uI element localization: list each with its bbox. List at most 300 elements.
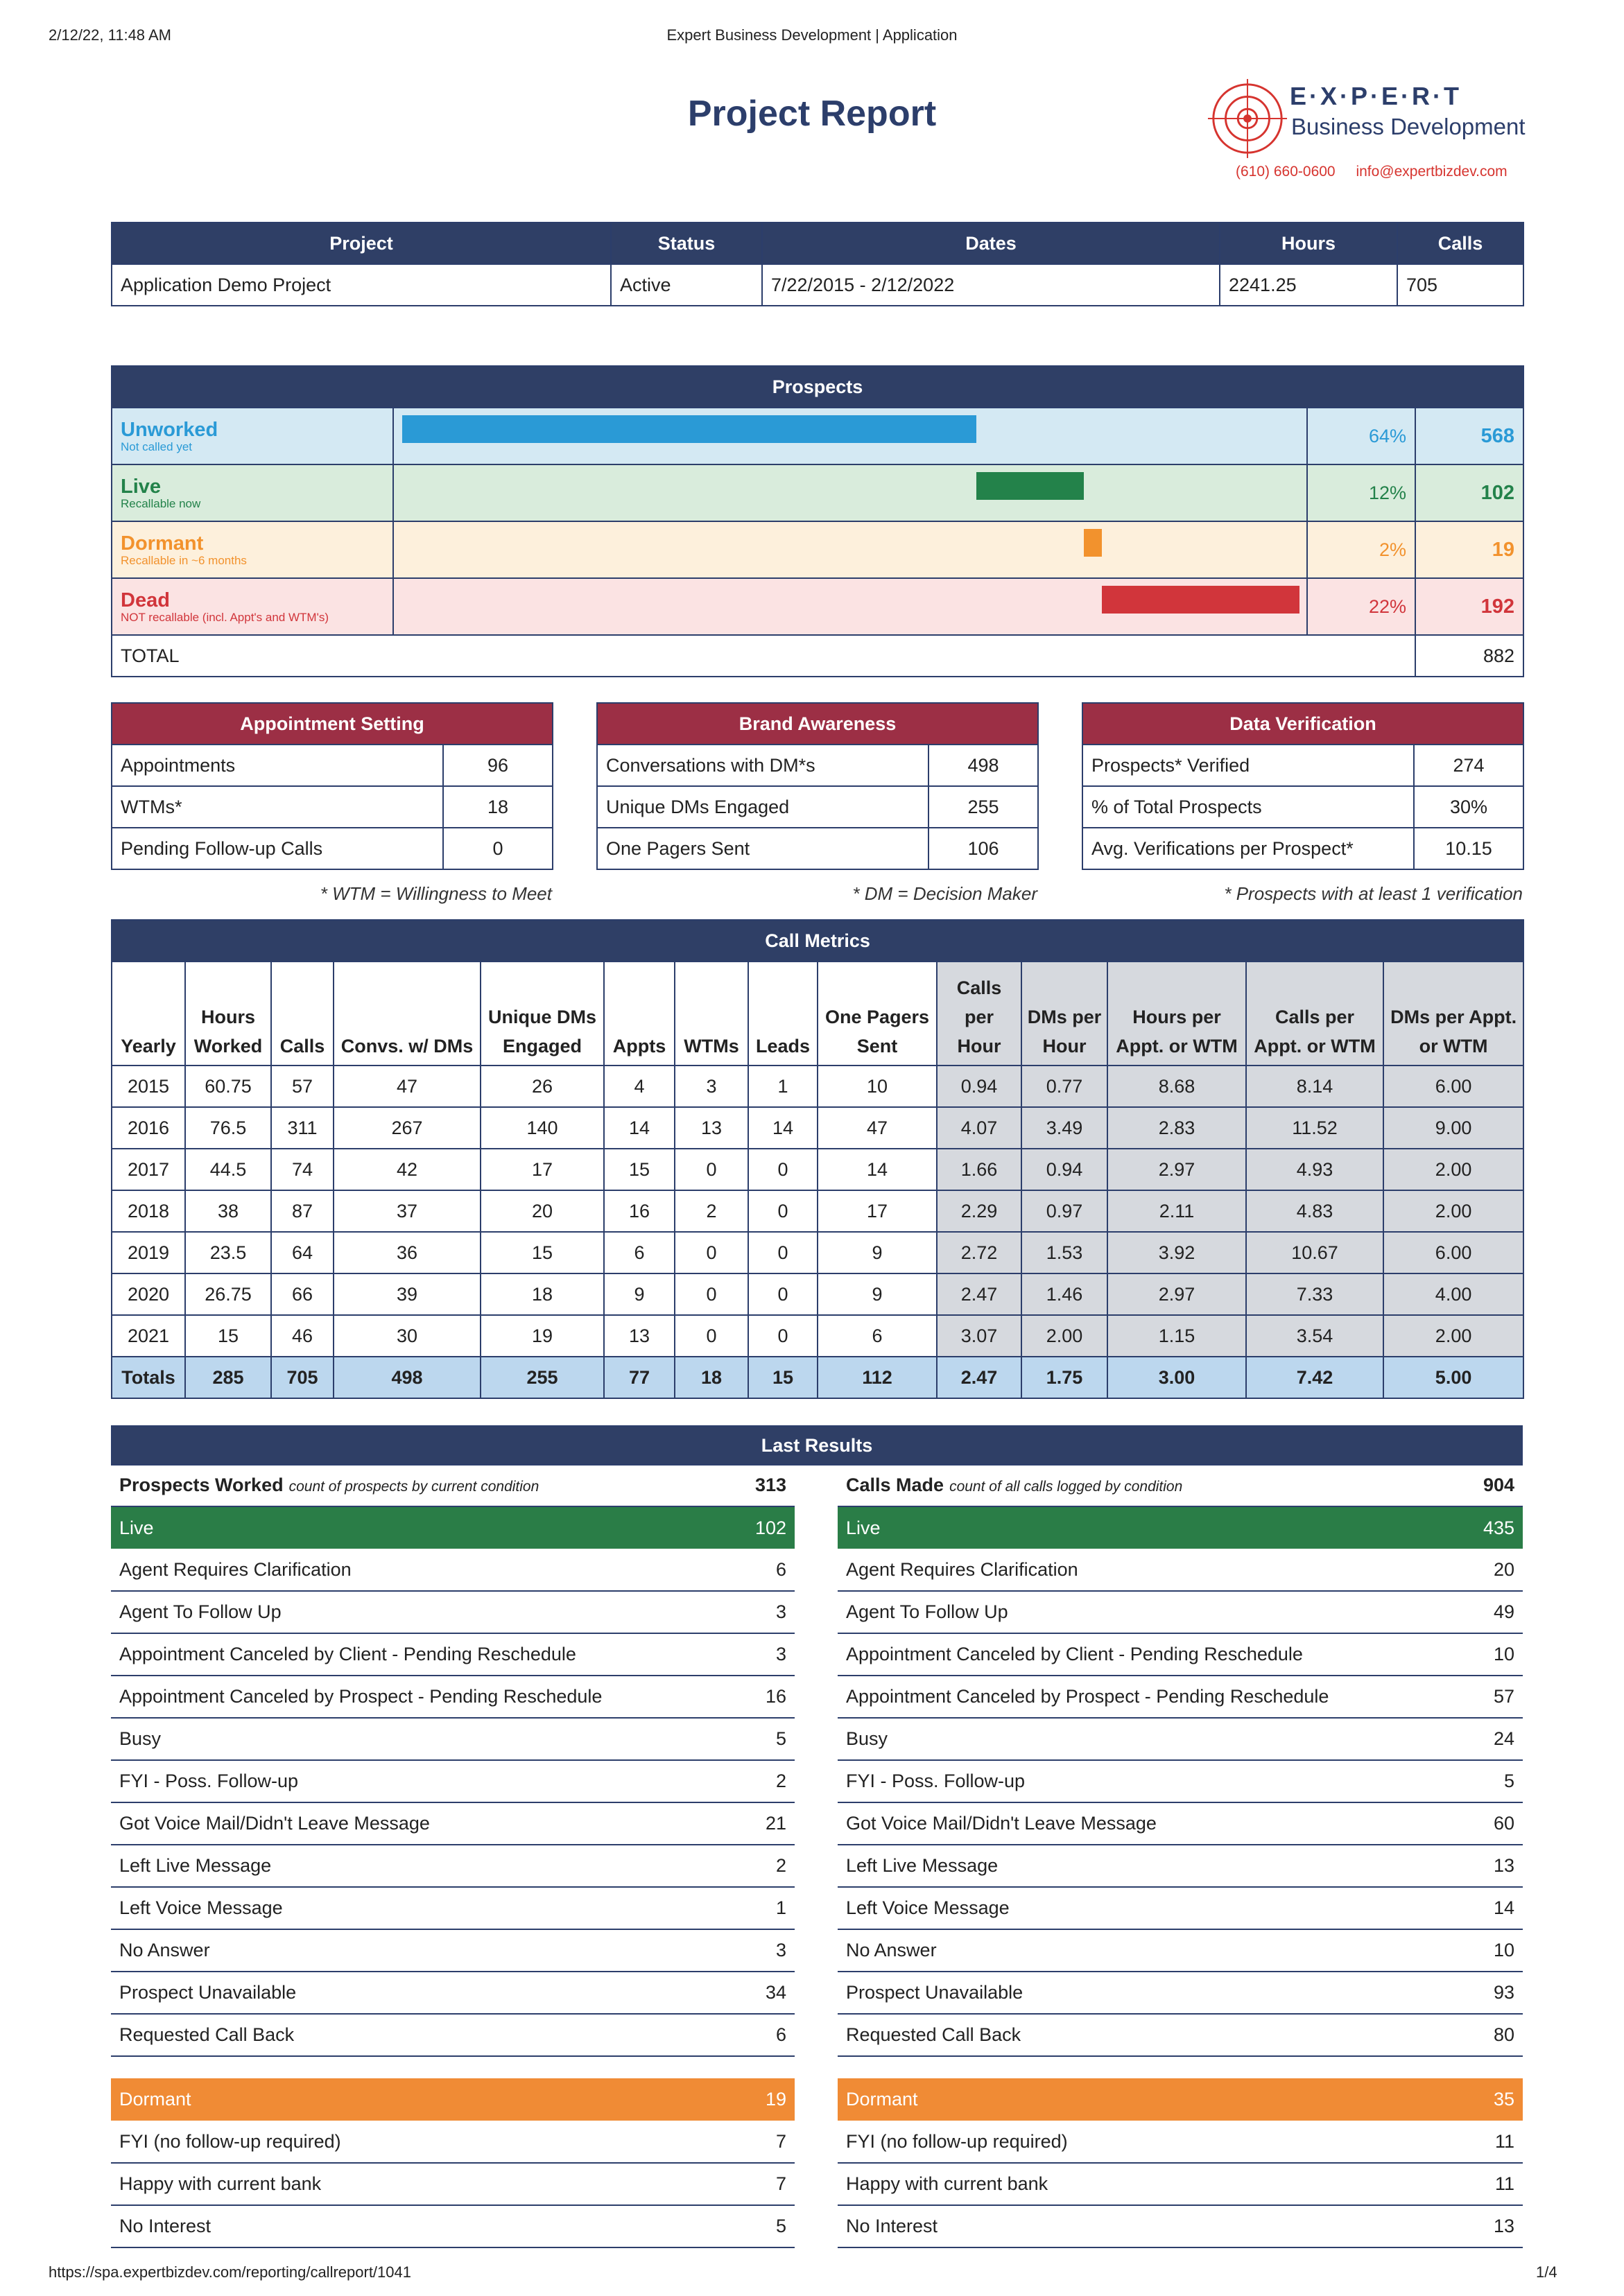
metric-cell: 2.29	[937, 1190, 1021, 1232]
lr-item-label: No Interest	[838, 2205, 1434, 2247]
lr-item-count: 13	[1434, 2205, 1523, 2247]
appointment-setting-title: Appointment Setting	[112, 703, 553, 745]
avg-verifications-label: Avg. Verifications per Prospect*	[1082, 828, 1414, 869]
prospect-sublabel: NOT recallable (incl. Appt's and WTM's)	[121, 611, 329, 624]
metric-cell: 26	[481, 1066, 604, 1107]
metric-cell: 2.97	[1107, 1273, 1246, 1315]
lr-item-row	[838, 2014, 1523, 2056]
metric-cell: 20	[481, 1190, 604, 1232]
metric-cell: 4.93	[1246, 1149, 1383, 1190]
metric-cell: 36	[334, 1232, 481, 1273]
metric-cell: 66	[271, 1273, 334, 1315]
lr-item-label: Got Voice Mail/Didn't Leave Message	[111, 1802, 707, 1845]
lr-item-count: 14	[1434, 1887, 1523, 1929]
lr-item-count: 7	[707, 2121, 795, 2163]
lr-item-count: 11	[1434, 2163, 1523, 2205]
lr-item-count: 3	[707, 1591, 795, 1633]
lr-head-total: 313	[707, 1464, 795, 1506]
lr-category-count: 35	[1434, 2078, 1523, 2121]
prospect-row-live	[112, 464, 1523, 521]
lr-item-row	[838, 1929, 1523, 1972]
metric-total-cell: 285	[185, 1357, 271, 1398]
lr-item-label: Appointment Canceled by Prospect - Pending Reschedule	[111, 1676, 707, 1718]
prospect-label: Dormant	[121, 532, 204, 555]
lr-item-row	[111, 1845, 795, 1887]
metric-cell: 2.83	[1107, 1107, 1246, 1149]
metric-cell: 37	[334, 1190, 481, 1232]
metric-cell: 6	[818, 1315, 937, 1357]
lr-item-label: Appointment Canceled by Prospect - Pending Reschedule	[838, 1676, 1434, 1718]
lr-item-count: 5	[1434, 1760, 1523, 1802]
metric-cell: 15	[185, 1315, 271, 1357]
col-calls: Calls	[1397, 223, 1523, 264]
metric-cell: 4.07	[937, 1107, 1021, 1149]
prospect-percent: 2%	[1307, 521, 1415, 578]
metric-cell: 3.92	[1107, 1232, 1246, 1273]
prospect-bar	[1102, 586, 1299, 614]
metric-cell: 16	[604, 1190, 675, 1232]
lr-item-row	[111, 1633, 795, 1676]
metric-cell: 2.00	[1021, 1315, 1107, 1357]
metric-cell: 9	[604, 1273, 675, 1315]
metric-cell: 2.72	[937, 1232, 1021, 1273]
verified-value: 274	[1414, 745, 1523, 786]
lr-item-label: Got Voice Mail/Didn't Leave Message	[838, 1802, 1434, 1845]
metric-cell: 2.47	[937, 1273, 1021, 1315]
prospect-label: Dead	[121, 589, 170, 611]
metric-col-header: Hours Worked	[185, 962, 271, 1066]
lr-item-row	[111, 1718, 795, 1760]
lr-item-count: 6	[707, 1549, 795, 1591]
lr-item-row	[838, 2121, 1523, 2163]
lr-item-row	[111, 1929, 795, 1972]
lr-item-count: 7	[707, 2163, 795, 2205]
metric-total-cell: 18	[675, 1357, 748, 1398]
metric-cell: 0	[748, 1315, 818, 1357]
project-table	[111, 222, 1524, 306]
unique-dms-label: Unique DMs Engaged	[597, 786, 928, 828]
metric-row	[112, 1149, 1523, 1190]
metric-cell: 3.54	[1246, 1315, 1383, 1357]
metric-cell: 2020	[112, 1273, 185, 1315]
metric-cell: 30	[334, 1315, 481, 1357]
lr-item-row	[111, 2205, 795, 2247]
lr-item-label: No Answer	[838, 1929, 1434, 1972]
lr-head-cell	[111, 1464, 707, 1506]
project-calls: 705	[1397, 264, 1523, 306]
lr-item-label: Appointment Canceled by Client - Pending Reschedule	[111, 1633, 707, 1676]
lr-item-row	[838, 2205, 1523, 2247]
prospect-row-unworked	[112, 408, 1523, 464]
conversations-value: 498	[928, 745, 1038, 786]
lr-item-row	[111, 1549, 795, 1591]
prospect-bar	[1084, 529, 1102, 557]
lr-item-label: Left Live Message	[838, 1845, 1434, 1887]
metric-cell: 1.15	[1107, 1315, 1246, 1357]
metric-cell: 2015	[112, 1066, 185, 1107]
lr-item-label: Left Voice Message	[838, 1887, 1434, 1929]
lr-head-cell	[838, 1464, 1434, 1506]
metric-cell: 6	[604, 1232, 675, 1273]
lr-head-desc: count of all calls logged by condition	[949, 1478, 1183, 1495]
prospect-bar-cell	[393, 408, 1307, 464]
lr-spacer	[838, 2056, 1523, 2078]
prospects-table	[111, 365, 1524, 677]
prospect-label: Unworked	[121, 419, 218, 441]
metric-cell: 2016	[112, 1107, 185, 1149]
page-number: 1/4	[1536, 2263, 1557, 2281]
metric-cell: 14	[748, 1107, 818, 1149]
metric-cell: 17	[818, 1190, 937, 1232]
metric-total-cell: Totals	[112, 1357, 185, 1398]
lr-item-row	[838, 1549, 1523, 1591]
metric-cell: 0.77	[1021, 1066, 1107, 1107]
metric-total-cell: 1.75	[1021, 1357, 1107, 1398]
lr-category-count: 102	[707, 1506, 795, 1549]
prospect-bar-cell	[393, 521, 1307, 578]
metric-cell: 2.11	[1107, 1190, 1246, 1232]
lr-head-row	[111, 1464, 795, 1506]
pending-followup-value: 0	[443, 828, 553, 869]
lr-item-label: Requested Call Back	[838, 2014, 1434, 2056]
metric-cell: 0.94	[937, 1066, 1021, 1107]
col-status: Status	[611, 223, 762, 264]
metric-cell: 26.75	[185, 1273, 271, 1315]
avg-verifications-value: 10.15	[1414, 828, 1523, 869]
metric-cell: 14	[604, 1107, 675, 1149]
metric-row	[112, 1315, 1523, 1357]
lr-item-label: Requested Call Back	[111, 2014, 707, 2056]
last-results-title: Last Results	[112, 1426, 1522, 1465]
lr-item-label: No Interest	[111, 2205, 707, 2247]
metric-cell: 4.83	[1246, 1190, 1383, 1232]
metric-cell: 47	[334, 1066, 481, 1107]
lr-head-row	[838, 1464, 1523, 1506]
lr-item-row	[111, 1591, 795, 1633]
lr-item-label: Left Live Message	[111, 1845, 707, 1887]
metric-cell: 1.53	[1021, 1232, 1107, 1273]
lr-category-live	[838, 1506, 1523, 1549]
report-title: Project Report	[687, 94, 937, 134]
lr-item-label: Prospect Unavailable	[111, 1972, 707, 2014]
metric-col-header: DMs per Appt. or WTM	[1383, 962, 1523, 1066]
metric-cell: 0	[675, 1315, 748, 1357]
prospects-total-row	[112, 635, 1523, 677]
wtms-label: WTMs*	[112, 786, 443, 828]
lr-category-live	[111, 1506, 795, 1549]
metric-total-cell: 2.47	[937, 1357, 1021, 1398]
lr-item-count: 57	[1434, 1676, 1523, 1718]
company-logo	[1207, 78, 1532, 161]
metric-cell: 64	[271, 1232, 334, 1273]
lr-item-label: Prospect Unavailable	[838, 1972, 1434, 2014]
prospect-percent: 22%	[1307, 578, 1415, 635]
metric-cell: 2	[675, 1190, 748, 1232]
prospect-label-cell	[112, 408, 393, 464]
metric-col-header: Hours per Appt. or WTM	[1107, 962, 1246, 1066]
metric-cell: 44.5	[185, 1149, 271, 1190]
metric-cell: 10.67	[1246, 1232, 1383, 1273]
lr-item-label: FYI - Poss. Follow-up	[838, 1760, 1434, 1802]
phone: (610) 660-0600	[1236, 164, 1336, 180]
prospect-count: 192	[1415, 578, 1523, 635]
lr-item-count: 13	[1434, 1845, 1523, 1887]
lr-item-label: Busy	[838, 1718, 1434, 1760]
metric-row	[112, 1273, 1523, 1315]
lr-item-label: Happy with current bank	[838, 2163, 1434, 2205]
metric-cell: 0	[675, 1149, 748, 1190]
lr-item-count: 6	[707, 2014, 795, 2056]
metric-cell: 4.00	[1383, 1273, 1523, 1315]
metric-cell: 23.5	[185, 1232, 271, 1273]
metric-cell: 9.00	[1383, 1107, 1523, 1149]
email-link[interactable]: info@expertbizdev.com	[1356, 164, 1508, 180]
lr-item-row	[838, 1718, 1523, 1760]
metric-cell: 9	[818, 1232, 937, 1273]
metric-cell: 74	[271, 1149, 334, 1190]
appointments-label: Appointments	[112, 745, 443, 786]
lr-item-count: 10	[1434, 1929, 1523, 1972]
lr-item-label: Left Voice Message	[111, 1887, 707, 1929]
lr-item-count: 11	[1434, 2121, 1523, 2163]
metric-cell: 0	[675, 1232, 748, 1273]
lr-item-count: 34	[707, 1972, 795, 2014]
lr-item-row	[838, 1802, 1523, 1845]
metric-cell: 1	[748, 1066, 818, 1107]
lr-item-label: Agent To Follow Up	[838, 1591, 1434, 1633]
metric-cell: 3.07	[937, 1315, 1021, 1357]
metric-cell: 267	[334, 1107, 481, 1149]
lr-item-label: FYI - Poss. Follow-up	[111, 1760, 707, 1802]
pct-total-value: 30%	[1414, 786, 1523, 828]
metric-cell: 2.97	[1107, 1149, 1246, 1190]
lr-head-label: Prospects Worked	[119, 1474, 284, 1495]
prospect-label: Live	[121, 476, 162, 498]
prospects-title: Prospects	[112, 366, 1523, 408]
metric-cell: 17	[481, 1149, 604, 1190]
prospects-worked-table	[111, 1464, 795, 2248]
metric-cell: 2.00	[1383, 1190, 1523, 1232]
metric-cell: 87	[271, 1190, 334, 1232]
lr-item-row	[838, 1591, 1523, 1633]
lr-item-count: 5	[707, 1718, 795, 1760]
metric-cell: 14	[818, 1149, 937, 1190]
lr-category-label: Dormant	[111, 2078, 707, 2121]
document-title: Expert Business Development | Application	[666, 26, 958, 44]
lr-item-count: 20	[1434, 1549, 1523, 1591]
verification-footnote: * Prospects with at least 1 verification	[1224, 883, 1523, 904]
prospect-bar	[976, 472, 1084, 500]
prospect-sublabel: Recallable in ~6 months	[121, 554, 247, 567]
metric-cell: 2.00	[1383, 1315, 1523, 1357]
lr-item-row	[838, 1676, 1523, 1718]
metric-total-cell: 77	[604, 1357, 675, 1398]
prospects-total-value: 882	[1415, 635, 1523, 677]
metric-cell: 18	[481, 1273, 604, 1315]
metric-cell: 38	[185, 1190, 271, 1232]
metric-cell: 0	[675, 1273, 748, 1315]
call-metrics-table	[111, 919, 1524, 1399]
lr-spacer-cell	[838, 2056, 1523, 2078]
lr-spacer	[111, 2056, 795, 2078]
lr-item-row	[838, 1845, 1523, 1887]
metric-cell: 42	[334, 1149, 481, 1190]
lr-head-total: 904	[1434, 1464, 1523, 1506]
lr-item-label: FYI (no follow-up required)	[838, 2121, 1434, 2163]
lr-item-label: Agent Requires Clarification	[838, 1549, 1434, 1591]
project-dates: 7/22/2015 - 2/12/2022	[762, 264, 1220, 306]
lr-item-row	[111, 2163, 795, 2205]
lr-item-row	[838, 1887, 1523, 1929]
lr-item-row	[111, 1972, 795, 2014]
dm-footnote: * DM = Decision Maker	[852, 883, 1037, 904]
prospect-count: 102	[1415, 464, 1523, 521]
lr-item-row	[111, 1887, 795, 1929]
metric-cell: 2018	[112, 1190, 185, 1232]
prospect-count: 568	[1415, 408, 1523, 464]
prospect-label-cell	[112, 521, 393, 578]
prospect-bar-cell	[393, 464, 1307, 521]
metric-cell: 8.68	[1107, 1066, 1246, 1107]
lr-item-count: 93	[1434, 1972, 1523, 2014]
metric-col-header: Calls per Hour	[937, 962, 1021, 1066]
lr-category-label: Live	[111, 1506, 707, 1549]
metric-cell: 8.14	[1246, 1066, 1383, 1107]
lr-category-count: 435	[1434, 1506, 1523, 1549]
one-pagers-label: One Pagers Sent	[597, 828, 928, 869]
lr-category-count: 19	[707, 2078, 795, 2121]
lr-item-label: Happy with current bank	[111, 2163, 707, 2205]
metric-row	[112, 1066, 1523, 1107]
unique-dms-value: 255	[928, 786, 1038, 828]
col-project: Project	[112, 223, 611, 264]
prospects-total-label: TOTAL	[112, 635, 1415, 677]
call-metrics-title: Call Metrics	[112, 920, 1523, 962]
prospect-count: 19	[1415, 521, 1523, 578]
lr-category-dormant	[838, 2078, 1523, 2121]
metric-col-header: Unique DMs Engaged	[481, 962, 604, 1066]
prospect-sublabel: Not called yet	[121, 440, 192, 453]
lr-item-row	[838, 1633, 1523, 1676]
lr-category-label: Live	[838, 1506, 1434, 1549]
metric-total-cell: 5.00	[1383, 1357, 1523, 1398]
prospect-percent: 64%	[1307, 408, 1415, 464]
conversations-label: Conversations with DM*s	[597, 745, 928, 786]
metric-cell: 3.49	[1021, 1107, 1107, 1149]
lr-item-count: 3	[707, 1633, 795, 1676]
metric-cell: 2021	[112, 1315, 185, 1357]
lr-spacer-cell	[111, 2056, 795, 2078]
col-dates: Dates	[762, 223, 1220, 264]
metric-total-cell: 705	[271, 1357, 334, 1398]
appointments-value: 96	[443, 745, 553, 786]
metric-cell: 47	[818, 1107, 937, 1149]
metric-cell: 13	[675, 1107, 748, 1149]
lr-item-count: 49	[1434, 1591, 1523, 1633]
prospect-bar	[402, 415, 976, 443]
prospect-sublabel: Recallable now	[121, 497, 201, 510]
prospect-label-cell	[112, 578, 393, 635]
lr-item-label: Agent Requires Clarification	[111, 1549, 707, 1591]
footer-url: https://spa.expertbizdev.com/reporting/callreport/1041	[49, 2263, 411, 2281]
metric-cell: 57	[271, 1066, 334, 1107]
metric-cell: 0	[748, 1149, 818, 1190]
metric-cell: 311	[271, 1107, 334, 1149]
metric-cell: 0.97	[1021, 1190, 1107, 1232]
metric-cell: 46	[271, 1315, 334, 1357]
metric-cell: 39	[334, 1273, 481, 1315]
metric-total-cell: 15	[748, 1357, 818, 1398]
data-verification-table	[1082, 702, 1524, 870]
prospect-row-dormant	[112, 521, 1523, 578]
verified-label: Prospects* Verified	[1082, 745, 1414, 786]
metric-cell: 60.75	[185, 1066, 271, 1107]
lr-item-row	[111, 1760, 795, 1802]
metric-cell: 0.94	[1021, 1149, 1107, 1190]
metric-cell: 1.46	[1021, 1273, 1107, 1315]
lr-category-label: Dormant	[838, 2078, 1434, 2121]
metric-cell: 6.00	[1383, 1066, 1523, 1107]
appointment-setting-table	[111, 702, 553, 870]
lr-item-row	[838, 1760, 1523, 1802]
metric-total-cell: 255	[481, 1357, 604, 1398]
col-hours: Hours	[1220, 223, 1397, 264]
pending-followup-label: Pending Follow-up Calls	[112, 828, 443, 869]
logo-subtitle: Business Development	[1291, 114, 1526, 139]
brand-awareness-title: Brand Awareness	[597, 703, 1038, 745]
lr-item-count: 5	[707, 2205, 795, 2247]
lr-item-row	[111, 2121, 795, 2163]
lr-category-dormant	[111, 2078, 795, 2121]
prospect-percent: 12%	[1307, 464, 1415, 521]
metric-cell: 0	[748, 1232, 818, 1273]
project-name: Application Demo Project	[112, 264, 611, 306]
last-results-header	[111, 1425, 1523, 1466]
target-icon	[1207, 78, 1288, 159]
contact-info	[1236, 164, 1508, 180]
metric-cell: 0	[748, 1273, 818, 1315]
metric-total-cell: 7.42	[1246, 1357, 1383, 1398]
metric-cell: 1.66	[937, 1149, 1021, 1190]
metric-col-header: Convs. w/ DMs	[334, 962, 481, 1066]
print-datetime: 2/12/22, 11:48 AM	[49, 26, 171, 44]
metric-cell: 76.5	[185, 1107, 271, 1149]
prospect-bar-cell	[393, 578, 1307, 635]
prospect-row-dead	[112, 578, 1523, 635]
lr-item-count: 21	[707, 1802, 795, 1845]
metric-cell: 13	[604, 1315, 675, 1357]
prospect-label-cell	[112, 464, 393, 521]
project-status: Active	[611, 264, 762, 306]
lr-item-row	[838, 1972, 1523, 2014]
lr-item-count: 60	[1434, 1802, 1523, 1845]
pct-total-label: % of Total Prospects	[1082, 786, 1414, 828]
calls-made-table	[838, 1464, 1523, 2248]
metric-total-cell: 498	[334, 1357, 481, 1398]
metric-total-cell: 112	[818, 1357, 937, 1398]
metric-row	[112, 1190, 1523, 1232]
lr-item-count: 2	[707, 1845, 795, 1887]
lr-item-row	[111, 2014, 795, 2056]
metric-row	[112, 1232, 1523, 1273]
data-verification-title: Data Verification	[1082, 703, 1523, 745]
metric-cell: 0	[748, 1190, 818, 1232]
metric-col-header: Yearly	[112, 962, 185, 1066]
metric-cell: 6.00	[1383, 1232, 1523, 1273]
metric-col-header: Calls per Appt. or WTM	[1246, 962, 1383, 1066]
metric-cell: 4	[604, 1066, 675, 1107]
metric-cell: 2017	[112, 1149, 185, 1190]
